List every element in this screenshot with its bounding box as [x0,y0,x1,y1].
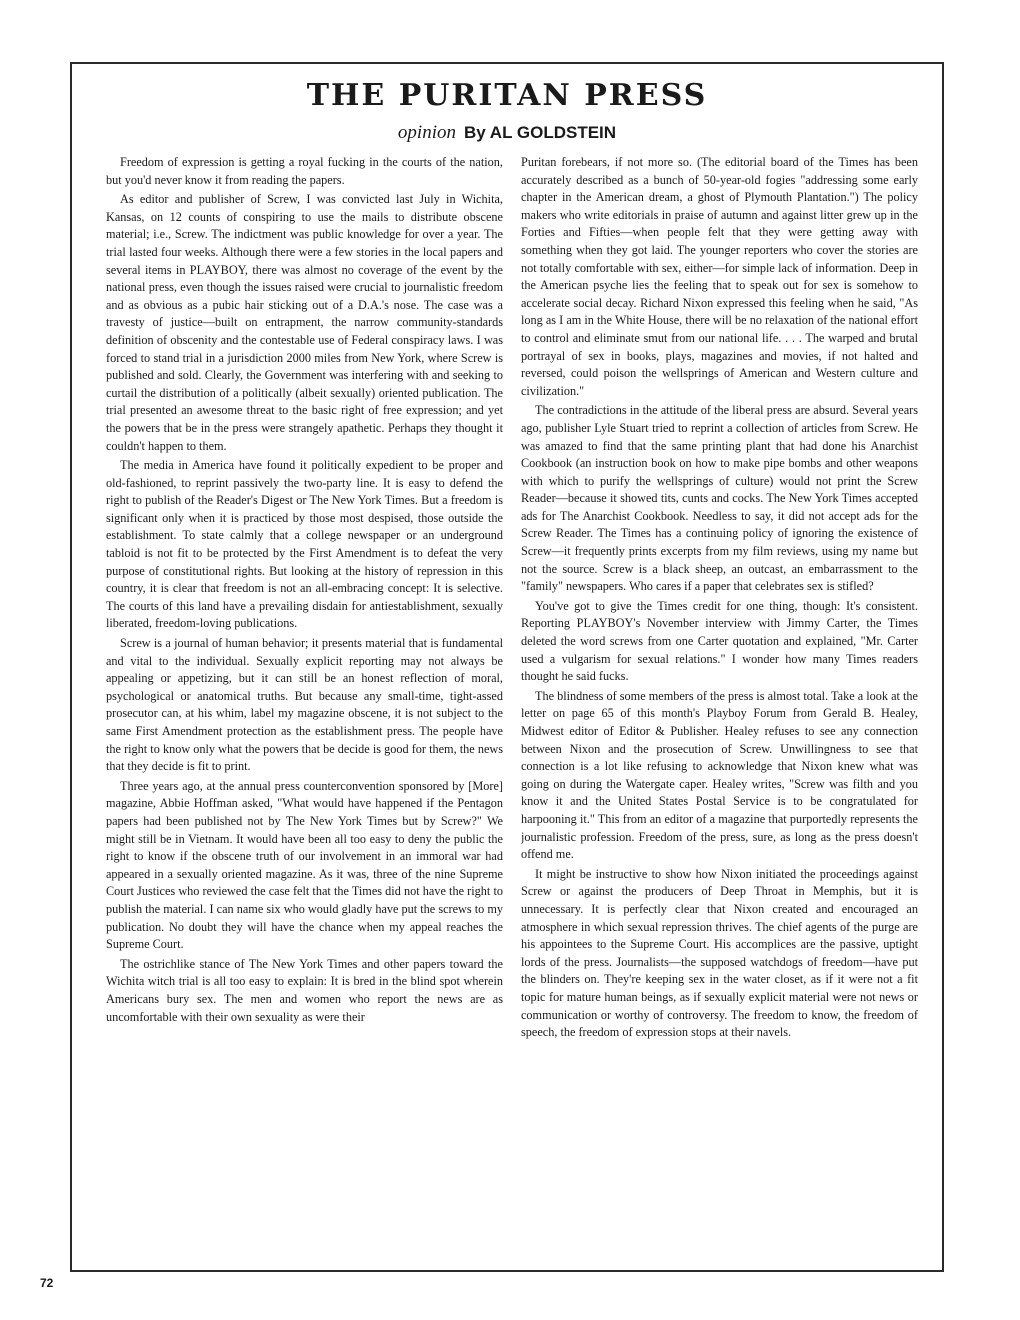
paragraph: You've got to give the Times credit for one thing, though: It's consistent. Reporting PLAYBOY's November interview with Jimmy Carter, the Times deleted the word screws from one Carter quotation and explained, "Mr. Carter used a vulgarism for sexual relations." I wonder how many Times readers thought he said fucks. [521,598,918,684]
paragraph: Puritan forebears, if not more so. (The editorial board of the Times has been accurately described as a bunch of 50-year-old fogies "addressing some early chapter in the American dream, a ghost of Plymouth Plantation.") The policy makers who write editorials in praise of autumn and against litter grew up in the Forties and Fifties—when people felt that they were getting away with something when they got laid. The younger reporters who cover the stories are not totally comfortable with sex, either—for simple lack of information. Deep in the American psyche lies the feeling that to speak out for sex is somehow to accelerate social decay. Richard Nixon expressed this feeling when he said, "As long as I am in the White House, there will be no relaxation of the national effort to control and eliminate smut from our national life. . . . The warped and brutal portrayal of sex in books, plays, magazines and movies, if not halted and reversed, could poison the wellsprings of American and Western culture and civilization." [521,155,918,398]
article-title: THE PURITAN PRESS [306,78,708,113]
paragraph: The blindness of some members of the press is almost total. Take a look at the letter on page 65 of this month's Playboy Forum from Gerald B. Healey, Midwest editor of Editor & Publisher. Healey refuses to see any connection between Nixon and the prosecution of Screw. Unwillingness to see that connection is a lot like refusing to acknowledge that Nixon knew what was going on during the Watergate caper. Healey writes, "Screw was filth and you know it and the United States Postal Service is to be congratulated for harpooning it." This from an editor of a magazine that purportedly represents the journalistic profession. Freedom of the press, sure, as long as the press doesn't offend me. [521,688,918,862]
paragraph: As editor and publisher of Screw, I was convicted last July in Wichita, Kansas, on 12 counts of conspiring to use the mails to distribute obscene material; i.e., Screw. The indictment was public knowledge for over a year. The trial lasted four weeks. Although there were a few stories in the local papers and several items in PLAYBOY, there was almost no coverage of the event by the national press, even though the issues raised were crucial to journalistic freedom and as obvious as a pubic hair sticking out of a D.A.'s nose. The case was a travesty of justice—built on entrapment, the narrow community-standards definition of obscenity and the contestable use of Federal conspiracy laws. I was forced to stand trial in a jurisdiction 2000 miles from New York, where Screw is published and sold. Clearly, the Government was interfering with and seeking to curtail the distribution of a politically (albeit sexually) oriented publication. The trial presented an awesome threat to the basic right of free expression; and yet the powers that be in the press were strangely apathetic. Perhaps they thought it couldn't happen to them. [106,192,503,453]
page-number: 72 [40,1276,54,1290]
paragraph: Screw is a journal of human behavior; it presents material that is fundamental and vital to the individual. Sexually explicit reporting may not always be appealing or appetizing, but it can still be an honest reflection of moral, psychological or anatomical truths. But because any small-time, tight-assed prosecutor can, at his whim, label my magazine obscene, it is not subject to the same First Amendment protection as the establishment press. The people have the right to know only what the powers that be decide is good for them, the news that they decide is fit to print. [106,636,503,774]
paragraph: It might be instructive to show how Nixon initiated the proceedings against Screw or against the producers of Deep Throat in Memphis, but it is unnecessary. It is perfectly clear that Nixon created and encouraged an atmosphere in which sexual repression thrives. The chief agents of the purge are his appointees to the Supreme Court. His accomplices are the passive, uptight lords of the press. Journalists—the supposed watchdogs of freedom—have put the blinders on. They're keeping sex in the water closet, as if it were not a fit topic for mature human beings, as if sexually explicit material were not news or communication or worthy of controversy. The freedom to know, the freedom of speech, the freedom of expression stops at their navels. [521,866,918,1040]
byline [72,122,942,144]
left-column [106,154,503,1262]
article-frame [70,62,944,1272]
paragraph: The ostrichlike stance of The New York Times and other papers toward the Wichita witch trial is all too easy to explain: It is bred in the blind spot wherein Americans bury sex. The men and women who report the news are as uncomfortable with their own sexuality as were their [106,956,503,1024]
paragraph: Freedom of expression is getting a royal fucking in the courts of the nation, but you'd never know it from reading the papers. [106,155,503,187]
author: By AL GOLDSTEIN [463,123,617,142]
article-body [106,154,918,1262]
paragraph: The media in America have found it politically expedient to be proper and old-fashioned, to reprint passively the two-party line. It is easy to defend the right to publish of the Reader's Digest or The New York Times. But a freedom is significant only when it is practiced by those most despised, those outside the establishment. To state calmly that a college newspaper or an underground tabloid is not fit to be protected by the First Amendment is to defeat the very purpose of constitutional rights. But looking at the history of repression in this country, it is clear that freedom is not an all-embracing concept: It is selective. The courts of this land have a prevailing disdain for antiestablishment, sexually liberated, freedom-loving publications. [106,458,503,631]
kicker: opinion [397,122,456,143]
paragraph: Three years ago, at the annual press counterconvention sponsored by [More] magazine, Abbie Hoffman asked, "What would have happened if the Pentagon papers had been published not by The New York Times but by Screw?" We might still be in Vietnam. It would have been all too easy to deny the public the right to know if the obscene truth of our involvement in an immoral war had appeared in a sexually oriented magazine. As it was, three of the nine Supreme Court Justices who reviewed the case felt that the Times did not have the right to publish the material. I can name six who would gladly have put the screws to my publication. No doubt they will have the chance when my appeal reaches the Supreme Court. [106,778,503,952]
paragraph: The contradictions in the attitude of the liberal press are absurd. Several years ago, publisher Lyle Stuart tried to reprint a collection of articles from Screw. He was amazed to find that the same printing plant that had done his Anarchist Cookbook (an instruction book on how to make pipe bombs and other weapons with which to purify the wellsprings of culture) would not print the Screw Reader—because it showed tits, cunts and cocks. The New York Times accepted ads for The Anarchist Cookbook. Needless to say, it did not accept ads for the Screw Reader. The Times has a continuing policy of ignoring the existence of Screw—it frequently prints excerpts from my film reviews, using my name but not the source. Screw is a black sheep, an outcast, an embarrassment to the "family" newspapers. Who cares if a paper that celebrates sex is stifled? [521,403,918,594]
right-column [521,154,918,1262]
